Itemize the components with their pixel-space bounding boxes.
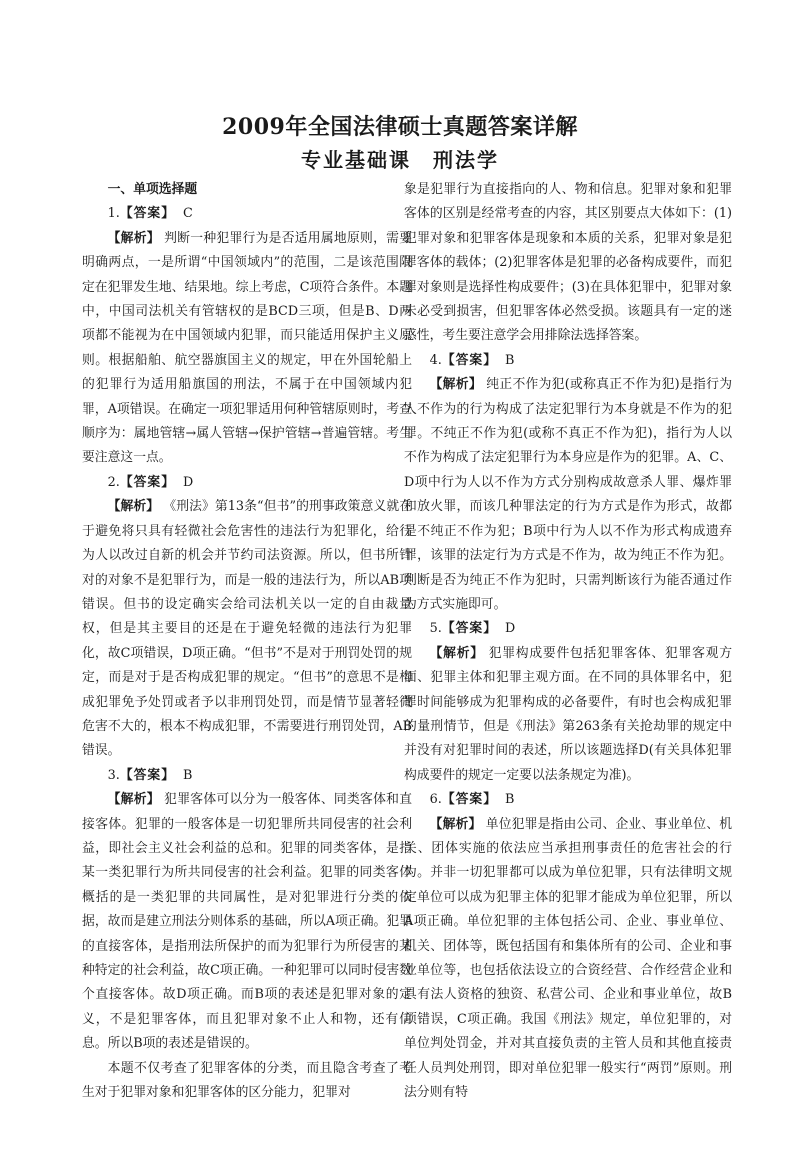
page-title: 2009年全国法律硕士真题答案详解 — [222, 114, 578, 140]
q2-answer: 2.【答案】 D — [107, 474, 194, 490]
q6-analysis: 【解析】 单位犯罪是指由公司、企业、事业单位、机关、团体实施的依法应当承担刑事责任的危害社会的行为。并非一切犯罪都可以成为单位犯罪，只有法律明文规定单位可以成为犯罪主体的犯罪才能成为单位犯罪，所以A项正确。单位犯罪的主体包括公司、企业、事业单位、机关、团体等，既包括国有和集体所有的公司、企业和事业单位等，也包括依法设立的合资经营、合作经营企业和具有法人资格的独资、私营公司、企业和事业单位，故B项错误，C项正确。我国《刑法》规定，单位犯罪的，对单位判处罚金，并对其直接负责的主管人员和其他直接责任人员判处刑罚，即对单位犯罪一般实行“两罚”原则。刑法分则有特 — [404, 816, 733, 1101]
page-subtitle: 专业基础课 刑法学 — [301, 148, 499, 172]
right-column — [404, 178, 732, 1105]
q2-analysis: 【解析】 《刑法》第13条“但书”的刑事政策意义就在于避免将只具有轻微社会危害性的违法行为犯罪化，给行为人以改过自新的机会并节约司法资源。所以，但书所针对的对象不是犯罪行为，而是一般的违法行为，所以AB项错误。但书的设定确实会给司法机关以一定的自由裁量权，但是其主要目的还是在于避免轻微的违法行为犯罪化，故C项错误，D项正确。“但书”不是对于刑罚处罚的规定，而是对于是否构成犯罪的规定。“但书”的意思不是构成犯罪免予处罚或者予以非刑罚处罚，而是情节显著轻微危害不大的，根本不构成犯罪，不需要进行刑罚处罚，AB错误。 — [82, 499, 412, 759]
q3-analysis: 【解析】 犯罪客体可以分为一般客体、同类客体和直接客体。犯罪的一般客体是一切犯罪所共同侵害的社会利益，即社会主义社会利益的总和。犯罪的同类客体，是指某一类犯罪行为所共同侵害的社会利益。犯罪的同类客体概括的是一类犯罪的共同属性，是对犯罪进行分类的依据，故而是建立刑法分则体系的基础，所以A项正确。犯罪的直接客体，是指刑法所保护的而为犯罪行为所侵害的某种特定的社会利益，故C项正确。一种犯罪可以同时侵害数个直接客体。故D项正确。而B项的表述是犯罪对象的定义，不是犯罪客体，而且犯罪对象不止人和物，还有信息。所以B项的表述是错误的。 — [82, 792, 413, 1052]
q5-analysis: 【解析】 犯罪构成要件包括犯罪客体、犯罪客观方面、犯罪主体和犯罪主观方面。在不同的具体罪名中，犯罪时间能够成为犯罪构成的必备要件，有时也会构成犯罪的量刑情节，但是《刑法》第263条有关抢劫罪的规定中并没有对犯罪时间的表述，所以该题选择D(有关具体犯罪构成要件的规定一定要以法条规定为准)。 — [404, 645, 733, 783]
q3-extra-part1: 本题不仅考查了犯罪客体的分类，而且隐含考查了考生对于犯罪对象和犯罪客体的区分能力，犯罪对 — [82, 1060, 412, 1101]
q3-extra-part2: 象是犯罪行为直接指向的人、物和信息。犯罪对象和犯罪客体的区别是经常考查的内容，其区别要点大体如下：(1)犯罪对象和犯罪客体是现象和本质的关系，犯罪对象是犯罪客体的载体；(2)犯罪客体是犯罪的必备构成要件，而犯罪对象则是选择性构成要件；(3)在具体犯罪中，犯罪对象未必受到损害，但犯罪客体必然受损。该题具有一定的迷惑性，考生要注意学会用排除法选择答案。 — [404, 182, 732, 344]
q4-answer: 4.【答案】 B — [429, 352, 515, 368]
q6-answer: 6.【答案】 B — [429, 792, 515, 808]
left-column — [82, 178, 412, 1105]
section-heading: 一、单项选择题 — [107, 182, 198, 197]
q4-analysis: 【解析】 纯正不作为犯(或称真正不作为犯)是指行为人不作为的行为构成了法定犯罪行为本身就是不作为的犯罪。不纯正不作为犯(或称不真正不作为犯)，指行为人以不作为构成了法定犯罪行为本身应是作为的犯罪。A、C、D项中行为人以不作为方式分别构成故意杀人罪、爆炸罪和放火罪，而该几种罪法定的行为方式是作为形式，故都是不纯正不作为犯；B项中行为人以不作为形式构成遗弃罪，该罪的法定行为方式是不作为，故为纯正不作为犯。判断是否为纯正不作为犯时，只需判断该行为能否通过作为方式实施即可。 — [404, 377, 732, 612]
q1-answer: 1.【答案】 C — [107, 206, 193, 222]
q5-answer: 5.【答案】 D — [429, 621, 516, 637]
q3-answer: 3.【答案】 B — [107, 767, 193, 783]
q1-analysis: 【解析】 判断一种犯罪行为是否适用属地原则，需要明确两点，一是所谓“中国领域内”的范围，二是该范围限定在犯罪发生地、结果地。综上考虑，C项符合条件。本题中，中国司法机关有管辖权的是BCD三项，但是B、D两项都不能视为在中国领域内犯罪，而只能适用保护主义原则。根据船舶、航空器旗国主义的规定，甲在外国轮船上的犯罪行为适用船旗国的刑法，不属于在中国领域内犯罪，A项错误。在确定一项犯罪适用何种管辖原则时，考查顺序为：属地管辖→属人管辖→保护管辖→普遍管辖。考生要注意这一点。 — [82, 230, 413, 466]
